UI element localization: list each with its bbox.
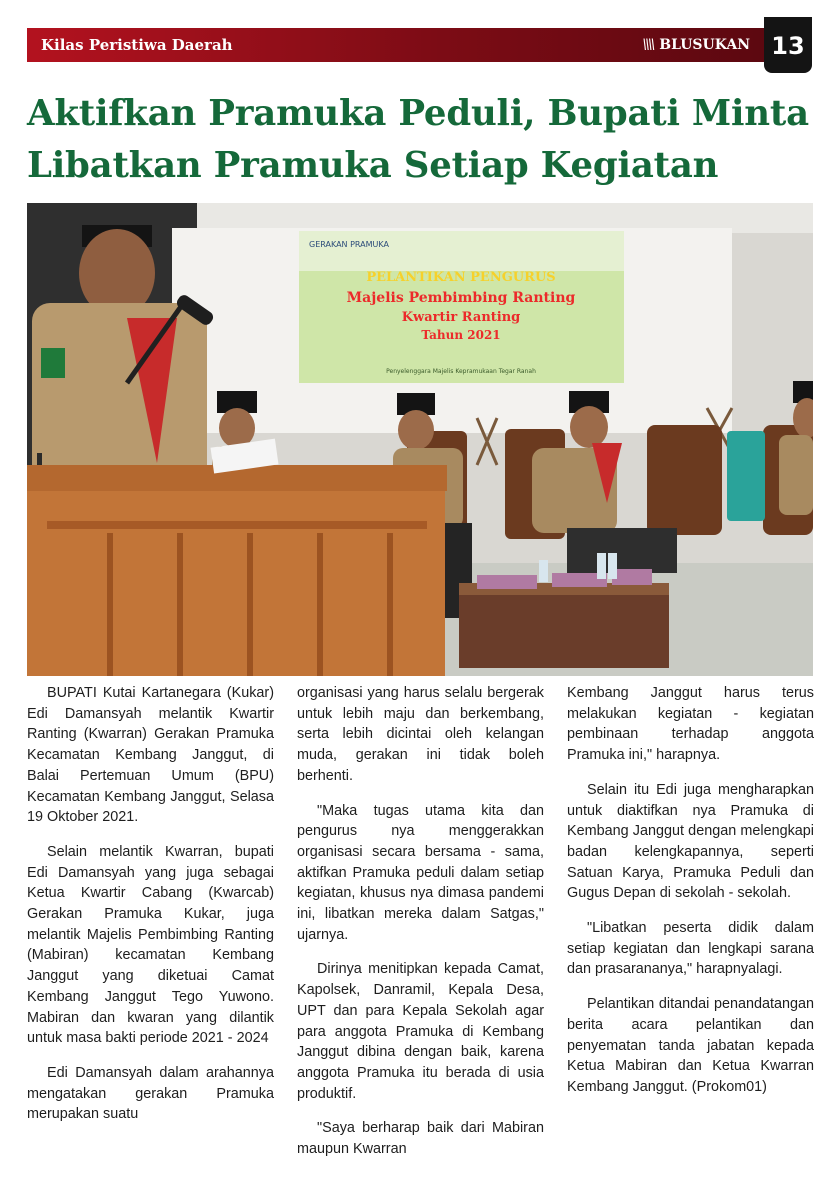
- photo-illustration: [27, 203, 813, 676]
- paragraph: Selain melantik Kwarran, bupati Edi Damansyah yang juga sebagai Ketua Kwartir Cabang (Kwarcab) Gerakan Pramuka Kukar, juga melantik Majelis Pembimbing Ranting (Mabiran) kecamatan Kembang Janggut yang diketuai Camat Kembang Janggut Tego Yuwono. Mabiran dan kwaran yang dilantik untuk masa bakti periode 2021 - 2024: [27, 843, 274, 1047]
- banner-line2-text: Majelis Pembimbing Ranting: [346, 290, 576, 306]
- paragraph: Pelantikan ditandai penandatangan berita acara pelantikan dan penyematan tanda jabatan kepada Ketua Mabiran dan Ketua Kwarran Kembang Janggut. (Prokom01): [567, 996, 814, 1095]
- paragraph: Kembang Janggut harus terus melakukan kegiatan - kegiatan pembinaan terhadap anggota Pramuka ini," harapnya.: [567, 685, 814, 764]
- banner-line1-text: PELANTIKAN PENGURUS: [366, 270, 556, 285]
- article-body: [27, 683, 814, 1174]
- banner-line3-text: Kwartir Ranting: [401, 310, 521, 325]
- rubric-slashes-icon: \\\\: [642, 37, 654, 53]
- column-1: [27, 683, 274, 1174]
- article-headline: Aktifkan Pramuka Peduli, Bupati Minta Libatkan Pramuka Setiap Kegiatan: [27, 93, 809, 186]
- paragraph: "Libatkan peserta didik dalam setiap kegiatan dan lengkapi sarana dan prasarananya," harapnyalagi.: [567, 920, 814, 978]
- paragraph: Edi Damansyah dalam arahannya mengatakan gerakan Pramuka merupakan suatu: [27, 1064, 274, 1123]
- paragraph: organisasi yang harus selalu bergerak untuk lebih maju dan berkembang, serta lebih dicintai oleh kelangan muda, gerakan ini tidak boleh berhenti.: [297, 685, 544, 784]
- paragraph: BUPATI Kutai Kartanegara (Kukar) Edi Damansyah melantik Kwartir Ranting (Kwarran) Gerakan Pramuka Kecamatan Kembang Janggut, di Balai Pertemuan Umum (BPU) Kecamatan Kembang Janggut, Selasa 19 Oktober 2021.: [27, 685, 274, 826]
- banner-footer-text: Penyelenggara Majelis Kepramukaan Tegar Ranah: [386, 368, 536, 375]
- column-2: [297, 683, 544, 1174]
- rubric-text: BLUSUKAN: [659, 37, 750, 53]
- banner-org-text: GERAKAN PRAMUKA: [309, 240, 389, 249]
- header-bar: [27, 28, 766, 62]
- paragraph: "Maka tugas utama kita dan pengurus nya menggerakkan organisasi secara bersama - sama, aktifkan Pramuka peduli dalam setiap kegiatan, khusus nya dimasa pandemi ini, libatkan mereka dalam Satgas," ujarnya.: [297, 802, 544, 943]
- paragraph: "Saya berharap baik dari Mabiran maupun Kwarran: [297, 1120, 544, 1158]
- rubric-label: [642, 28, 750, 62]
- column-3: [567, 683, 814, 1174]
- article-photo: [27, 203, 813, 676]
- page-number: 13: [764, 17, 812, 73]
- section-label: Kilas Peristiwa Daerah: [41, 36, 233, 54]
- paragraph: Dirinya menitipkan kepada Camat, Kapolsek, Danramil, Kepala Desa, UPT dan para Kepala Sekolah agar para anggota Pramuka di Kembang Janggut dibina dengan baik, karena anggota Pramuka itu berada di usia produktif.: [297, 961, 544, 1102]
- banner-line4-text: Tahun 2021: [421, 328, 501, 342]
- paragraph: Selain itu Edi juga mengharapkan untuk diaktifkan nya Pramuka di Kembang Janggut dengan melengkapi badan kelengkapannya, seperti Satuan Karya, Pramuka Peduli dan Gugus Depan di sekolah - sekolah.: [567, 781, 814, 902]
